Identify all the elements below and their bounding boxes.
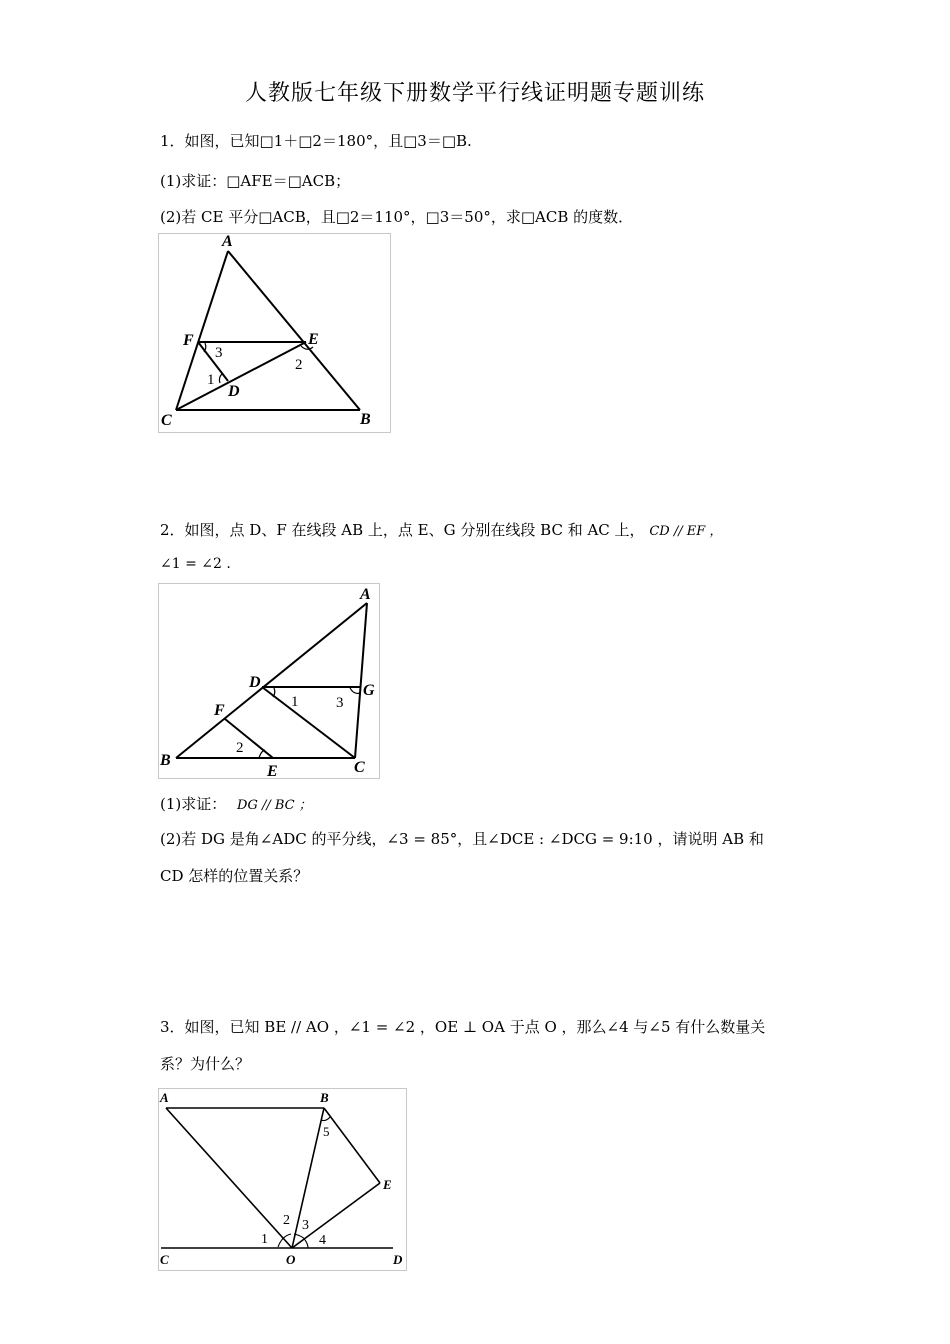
page-title: 人教版七年级下册数学平行线证明题专题训练 bbox=[244, 81, 705, 106]
q2-line-ab bbox=[176, 603, 367, 758]
q1-figure bbox=[158, 233, 391, 433]
q1-angle-1: 1 bbox=[207, 372, 215, 388]
q2-stem-math: CD // EF ， bbox=[649, 524, 723, 539]
q1-stem: 1．如图，已知□1＋□2＝180°，且□3＝□B. bbox=[160, 132, 472, 150]
q2-label-g: G bbox=[363, 682, 375, 699]
q3-label-e: E bbox=[383, 1177, 392, 1192]
q2-part1-text: (1)求证： bbox=[160, 795, 227, 813]
q2-line-ac bbox=[355, 603, 367, 758]
q1-part2: (2)若 CE 平分□ACB，且□2＝110°，□3＝50°，求□ACB 的度数． bbox=[160, 208, 634, 226]
q1-angle-2: 2 bbox=[295, 357, 303, 373]
q3-label-o: O bbox=[286, 1252, 296, 1267]
q3-angle-4: 4 bbox=[319, 1233, 326, 1248]
q3-label-c: C bbox=[160, 1252, 169, 1267]
q2-label-a: A bbox=[360, 586, 371, 603]
q2-part2: (2)若 DG 是角∠ADC 的平分线，∠3 = 85°，且∠DCE : ∠DCG = 9:10 ，请说明 AB 和 bbox=[160, 830, 764, 848]
q2-figure bbox=[158, 583, 380, 779]
q3-label-b: B bbox=[320, 1090, 329, 1105]
q3-angle-1: 1 bbox=[261, 1232, 268, 1247]
q2-angle-3: 3 bbox=[336, 695, 344, 711]
q2-condition: ∠1 = ∠2 . bbox=[160, 556, 231, 572]
q3-angle-2: 2 bbox=[283, 1213, 290, 1228]
q3-line-be bbox=[324, 1108, 380, 1183]
q1-label-c: C bbox=[161, 412, 172, 429]
q2-label-b: B bbox=[160, 752, 171, 769]
q3-label-d: D bbox=[393, 1252, 403, 1267]
q2-label-d: D bbox=[249, 674, 261, 691]
q2-label-f: F bbox=[214, 702, 225, 719]
q3-stem: 3．如图，已知 BE // AO ，∠1 = ∠2 ，OE ⊥ OA 于点 O ，那么∠4 与∠5 有什么数量关 bbox=[160, 1018, 766, 1036]
q3-angle-5: 5 bbox=[323, 1124, 330, 1139]
q3-line-ao bbox=[166, 1108, 292, 1248]
q2-stem-text: 2．如图，点 D、F 在线段 AB 上，点 E、G 分别在线段 BC 和 AC 上， bbox=[160, 521, 645, 539]
q3-stem-cont: 系？为什么？ bbox=[160, 1055, 251, 1073]
q1-label-e: E bbox=[308, 331, 319, 348]
q2-arc-3 bbox=[350, 688, 360, 693]
q3-arc-4 bbox=[305, 1240, 308, 1248]
q1-label-a: A bbox=[222, 233, 233, 250]
q1-label-d: D bbox=[228, 383, 240, 400]
q2-angle-1: 1 bbox=[291, 694, 299, 710]
q2-label-c: C bbox=[354, 759, 365, 776]
q1-angle-3: 3 bbox=[215, 345, 223, 361]
q2-part1 bbox=[160, 793, 312, 814]
q3-label-a: A bbox=[160, 1090, 169, 1105]
q1-line-ab bbox=[228, 251, 360, 410]
q2-angle-2: 2 bbox=[236, 740, 244, 756]
q2-part1-math: DG // BC ； bbox=[237, 798, 312, 813]
q3-angle-3: 3 bbox=[302, 1218, 309, 1233]
q2-label-e: E bbox=[267, 763, 278, 779]
q1-label-f: F bbox=[183, 332, 194, 349]
q2-stem bbox=[160, 519, 722, 540]
q2-part2-cont: CD 怎样的位置关系？ bbox=[160, 867, 309, 885]
q2-line-fe bbox=[225, 719, 273, 758]
q1-label-b: B bbox=[360, 411, 371, 428]
q3-figure bbox=[158, 1088, 407, 1271]
q1-part1: (1)求证：□AFE＝□ACB； bbox=[160, 172, 351, 190]
